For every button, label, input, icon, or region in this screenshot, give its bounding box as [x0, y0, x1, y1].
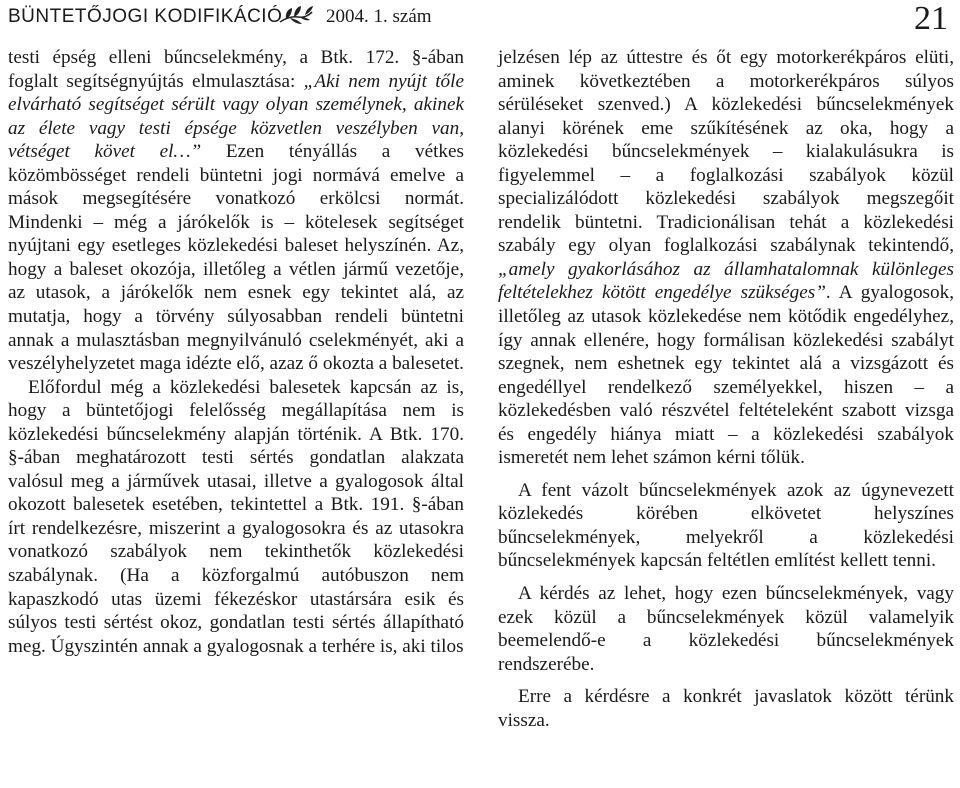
right-column — [498, 46, 954, 732]
journal-title: BÜNTETŐJOGI KODIFIKÁCIÓ — [8, 6, 283, 27]
paragraph — [8, 46, 464, 376]
issue-label: 2004. 1. szám — [326, 6, 432, 27]
paragraph: Előfordul még a közlekedési balesetek kapcsán az is, hogy a büntetőjogi felelősség megállapítása nem is közlekedési bűncselekmény alapján történik. A Btk. 170. §-ában meghatározott testi sértés gondatlan alakzata valósul meg a járművek utasai, illetve a gyalogosok által okozott balesetek esetében, tekintettel a Btk. 191. §-ában írt rendelkezésre, miszerint a gyalogosokra és az utasokra vonatkozó szabályok nem tekinthetők közlekedési szabálynak. (Ha a közforgalmú autóbuszon nem kapaszkodó utas üzemi fékezéskor utastársára esik és súlyos testi sértést okoz, gondatlan testi sértés állapítható meg. Úgyszintén annak a gyalogosnak a terhére is, aki tilos — [8, 376, 464, 657]
paragraph: A kérdés az lehet, hogy ezen bűncselekmények, vagy ezek közül a bűncselekmények közül valamelyik beemelendő-e a közlekedési bűncselekmények rendszerébe. — [498, 583, 954, 675]
paragraph: A fent vázolt bűncselekmények azok az úgynevezett közlekedés körében elkövetet helyszínes bűncselekmények, melyekről a közlekedési bűncselekmények kapcsán feltétlen említést kellett tenni. — [498, 479, 954, 572]
body-text: Ezen tényállás a vétkes közömbösséget rendeli büntetni jogi normává emelve a mások megsegítésére vonatkozó erkölcsi normát. Mindenki – még a járókelők is – kötelesek segítséget nyújtani egy esetleges közlekedési baleset helyszínén. Az, hogy a baleset okozója, illetőleg a vétlen jármű vezetője, az utasok, a járókelők nem esnek egy tekintet alá, az mutatja, hogy a törvény súlyosabban rendeli büntetni annak a mulasztásban megnyilvánuló cselekményét, aki a veszélyhelyzetet maga idézte elő, azaz ő okozta a balesetet. — [8, 141, 464, 375]
quoted-statute: „Aki nem nyújt tőle elvárható segítséget sérült vagy olyan személynek, akinek az élete vagy testi épsége közvetlen veszélyben van, vétséget követ el…” — [8, 70, 464, 163]
quoted-definition: „amely gyakorlásához az államhatalomnak különleges feltételekhez kötött engedélye szükséges” — [498, 258, 954, 304]
paragraph: Erre a kérdésre a konkrét javaslatok között térünk vissza. — [498, 686, 954, 731]
leaf-ornament-icon — [276, 0, 316, 34]
page-number: 21 — [914, 0, 948, 37]
body-text: . A gyalogosok, illetőleg az utasok közlekedése nem kötődik engedélyhez, így annak ellenére, hogy formálisan közlekedési szabályt szegnek, nem eshetnek egy tekintet alá a vizsgázott és engedéllyel rendelkező személyekkel, hiszen – a közlekedésben való részvétel feltételeként szabott vizsga és engedély hiánya miatt – a közlekedési szabályok ismeretét nem lehet számon kérni tőlük. — [498, 282, 954, 469]
left-column — [8, 46, 464, 658]
paragraph — [498, 46, 954, 470]
running-header — [8, 0, 954, 40]
body-text: testi épség elleni bűncselekmény, a Btk. 172. §-ában foglalt segítségnyújtás elmulasztása: — [8, 47, 464, 92]
body-text: jelzésen lép az úttestre és őt egy motorkerékpáros elüti, aminek következtében a motorkerékpáros súlyos sérüléseket szenved.) A közlekedési bűncselekmények alanyi körének eme szűkítésének az oka, hogy a közlekedési bűncselekmények – kialakulásukra is figyelemmel – a foglalkozási szabályok közül specializálódott közlekedési szabályok megszegőit rendelik büntetni. Tradicionálisan tehát a közlekedési szabály egy olyan foglalkozási szabálynak tekintendő, — [498, 47, 954, 257]
